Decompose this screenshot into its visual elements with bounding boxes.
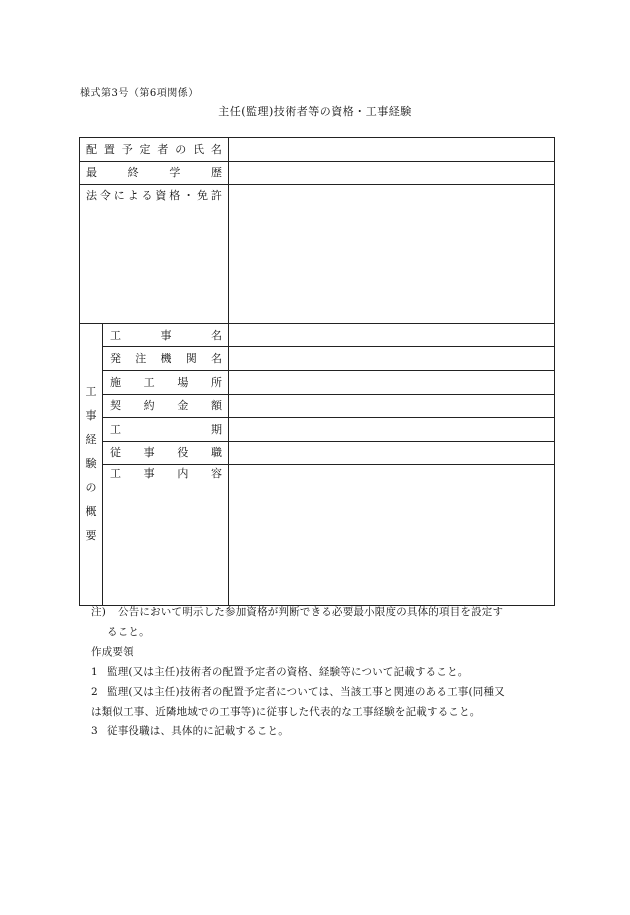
note-prefix: 注) xyxy=(91,606,106,618)
label-experience-group: 工 事 経 験 の 概 要 xyxy=(85,385,97,542)
value-ordering-agency[interactable] xyxy=(232,350,550,368)
value-education[interactable] xyxy=(232,165,550,183)
value-contract-amount[interactable] xyxy=(232,398,550,416)
value-construction-site[interactable] xyxy=(232,374,550,392)
label-contract-amount: 契 約 金 額 xyxy=(110,399,222,412)
label-education: 最 終 学 歴 xyxy=(86,166,222,179)
note-line-1: 公告において明示した参加資格が判断できる必要最小限度の具体的項目を設定す xyxy=(118,606,504,618)
value-qualifications[interactable] xyxy=(232,188,550,320)
label-qualifications: 法 令 に よ る 資 格 ・ 免 許 xyxy=(86,189,222,202)
guide-item-1-text: 監理(又は主任)技術者の配置予定者の資格、経験等について記載すること。 xyxy=(107,666,469,678)
label-construction-period: 工 期 xyxy=(110,423,222,436)
guide-item-3-number: 3 xyxy=(91,725,98,737)
label-ordering-agency: 発 注 機 関 名 xyxy=(110,352,222,365)
guide-title: 作成要領 xyxy=(91,646,134,658)
label-assignee-name: 配 置 予 定 者 の 氏 名 xyxy=(86,143,222,156)
document-title: 主任(監理)技術者等の資格・工事経験 xyxy=(218,105,412,118)
guide-item-2-text: 監理(又は主任)技術者の配置予定者については、当該工事と関連のある工事(同種又 xyxy=(107,686,505,698)
label-position-held: 従 事 役 職 xyxy=(110,446,222,459)
guide-item-2-text-cont: は類似工事、近隣地域での工事等)に従事した代表的な工事経験を記載すること。 xyxy=(91,706,481,718)
value-construction-period[interactable] xyxy=(232,421,550,439)
note-line-2: ること。 xyxy=(107,626,150,638)
value-assignee-name[interactable] xyxy=(232,141,550,159)
value-work-content[interactable] xyxy=(232,468,550,602)
label-construction-site: 施 工 場 所 xyxy=(110,376,222,389)
guide-item-2-number: 2 xyxy=(91,686,98,698)
guide-item-3-text: 従事役職は、具体的に記載すること。 xyxy=(107,725,289,737)
guide-item-1-number: 1 xyxy=(91,666,98,678)
form-number: 様式第3号（第6項関係） xyxy=(80,88,199,99)
label-project-name: 工 事 名 xyxy=(110,329,222,342)
value-project-name[interactable] xyxy=(232,327,550,345)
value-position-held[interactable] xyxy=(232,445,550,463)
label-work-content: 工 事 内 容 xyxy=(110,467,222,480)
